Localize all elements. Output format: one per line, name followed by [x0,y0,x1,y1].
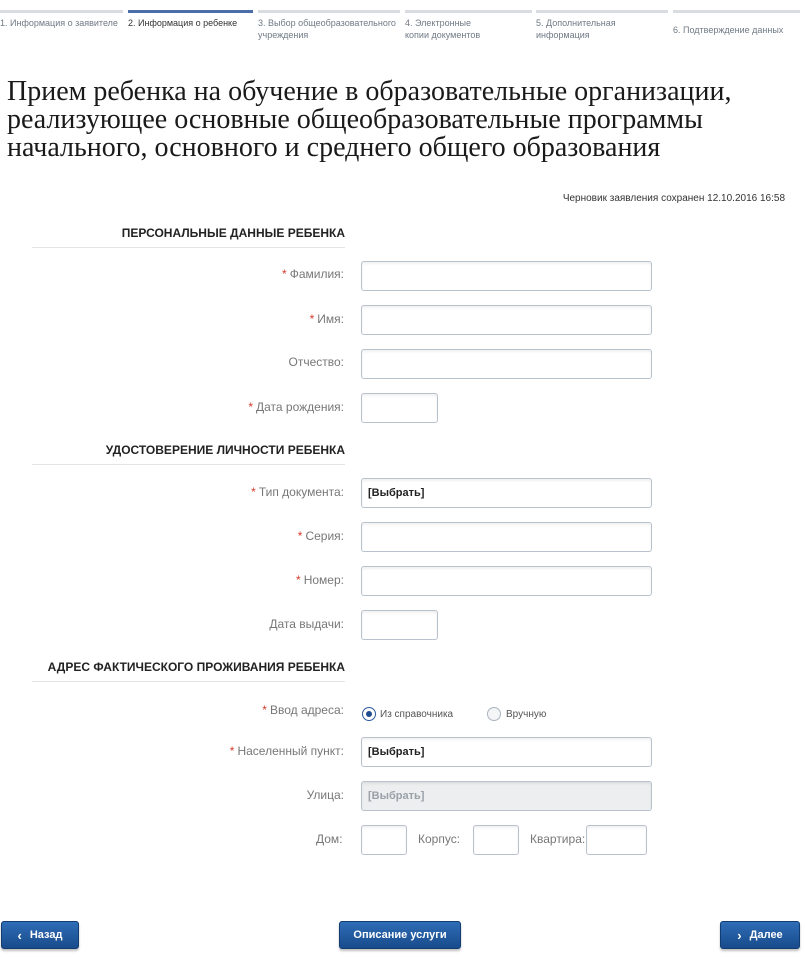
back-button[interactable] [1,921,79,949]
surname-input[interactable] [361,261,652,291]
apartment-input[interactable] [586,825,647,855]
surname-label-text: Фамилия: [289,267,344,281]
next-button-label: Далее [749,929,783,941]
step-label: 1. Информация о заявителе [0,18,118,28]
step-5[interactable] [536,0,668,44]
step-bar [536,10,668,13]
required-mark: * [251,485,256,499]
back-button-label: Назад [29,929,63,941]
step-label: 6. Подтверждение данных [673,25,784,35]
locality-label-text: Населенный пункт: [237,744,344,758]
service-description-button-label: Описание услуги [353,929,447,941]
step-4[interactable] [405,0,532,44]
birthdate-label [100,400,344,414]
birthdate-label-text: Дата рождения: [256,400,344,414]
address-mode-label [100,703,344,717]
birthdate-input[interactable] [361,393,438,423]
radio-manual-label[interactable]: Вручную [506,709,547,720]
issue-date-input[interactable] [361,610,438,640]
step-label: 4. Электронные копии документов [405,18,481,40]
required-mark: * [297,529,303,543]
next-button[interactable] [720,921,800,949]
building-label: Корпус: [418,832,461,846]
name-label [100,312,344,326]
number-label-text: Номер: [303,573,344,587]
required-mark: * [309,312,315,326]
doc-type-label [100,485,344,499]
step-bar [0,10,123,13]
step-bar [673,10,800,13]
building-input[interactable] [473,825,519,855]
series-input[interactable] [361,522,652,552]
name-label-text: Имя: [317,312,344,326]
section-identity-title: УДОСТОВЕРЕНИЕ ЛИЧНОСТИ РЕБЕНКА [32,443,345,465]
surname-label [100,267,344,281]
service-description-button[interactable] [339,921,461,949]
issue-date-label: Дата выдачи: [269,617,344,631]
address-mode-label-text: Ввод адреса: [269,703,344,717]
locality-select[interactable]: [Выбрать] [361,737,652,767]
required-mark: * [262,703,267,717]
required-mark: * [248,400,254,414]
name-input[interactable] [361,305,652,335]
chevron-left-icon: ‹ [17,927,22,943]
apartment-label: Квартира: [530,832,586,846]
street-select: [Выбрать] [361,781,652,811]
series-label-text: Серия: [305,529,344,543]
radio-directory-label[interactable]: Из справочника [380,709,454,720]
step-3[interactable] [258,0,400,44]
required-mark: * [296,573,301,587]
step-2[interactable] [128,0,253,44]
step-label: 5. Дополнительная информация [536,18,616,40]
section-personal-title: ПЕРСОНАЛЬНЫЕ ДАННЫЕ РЕБЕНКА [32,226,345,248]
series-label [100,529,344,543]
house-input[interactable] [361,825,407,855]
doc-type-label-text: Тип документа: [258,485,344,499]
step-1[interactable] [0,0,123,44]
draft-status: Черновик заявления сохранен 12.10.2016 16:58 [562,193,785,204]
chevron-right-icon: › [737,927,742,943]
doc-type-select[interactable]: [Выбрать] [361,478,652,508]
house-label: Дом: [316,832,343,846]
patronymic-input[interactable] [361,349,652,379]
locality-label [100,744,344,758]
step-bar [405,10,532,13]
page-title: Прием ребенка на обучение в образовательные организации, реализующее основные общеобразовательные программы начального, основного и среднего общего образования [7,76,732,163]
section-address-title: АДРЕС ФАКТИЧЕСКОГО ПРОЖИВАНИЯ РЕБЕНКА [32,660,345,682]
required-mark: * [229,744,235,758]
step-bar [258,10,400,13]
number-input[interactable] [361,566,652,596]
step-label: 2. Информация о ребенке [128,18,238,28]
radio-directory[interactable] [362,707,376,721]
step-label: 3. Выбор общеобразовательного учреждения [258,18,396,40]
step-bar [128,10,253,13]
number-label [100,573,344,587]
steps-bar [0,0,805,44]
radio-manual[interactable] [487,707,501,721]
required-mark: * [282,267,287,281]
step-6[interactable] [673,0,800,44]
patronymic-label: Отчество: [288,355,344,369]
street-label: Улица: [306,788,344,802]
